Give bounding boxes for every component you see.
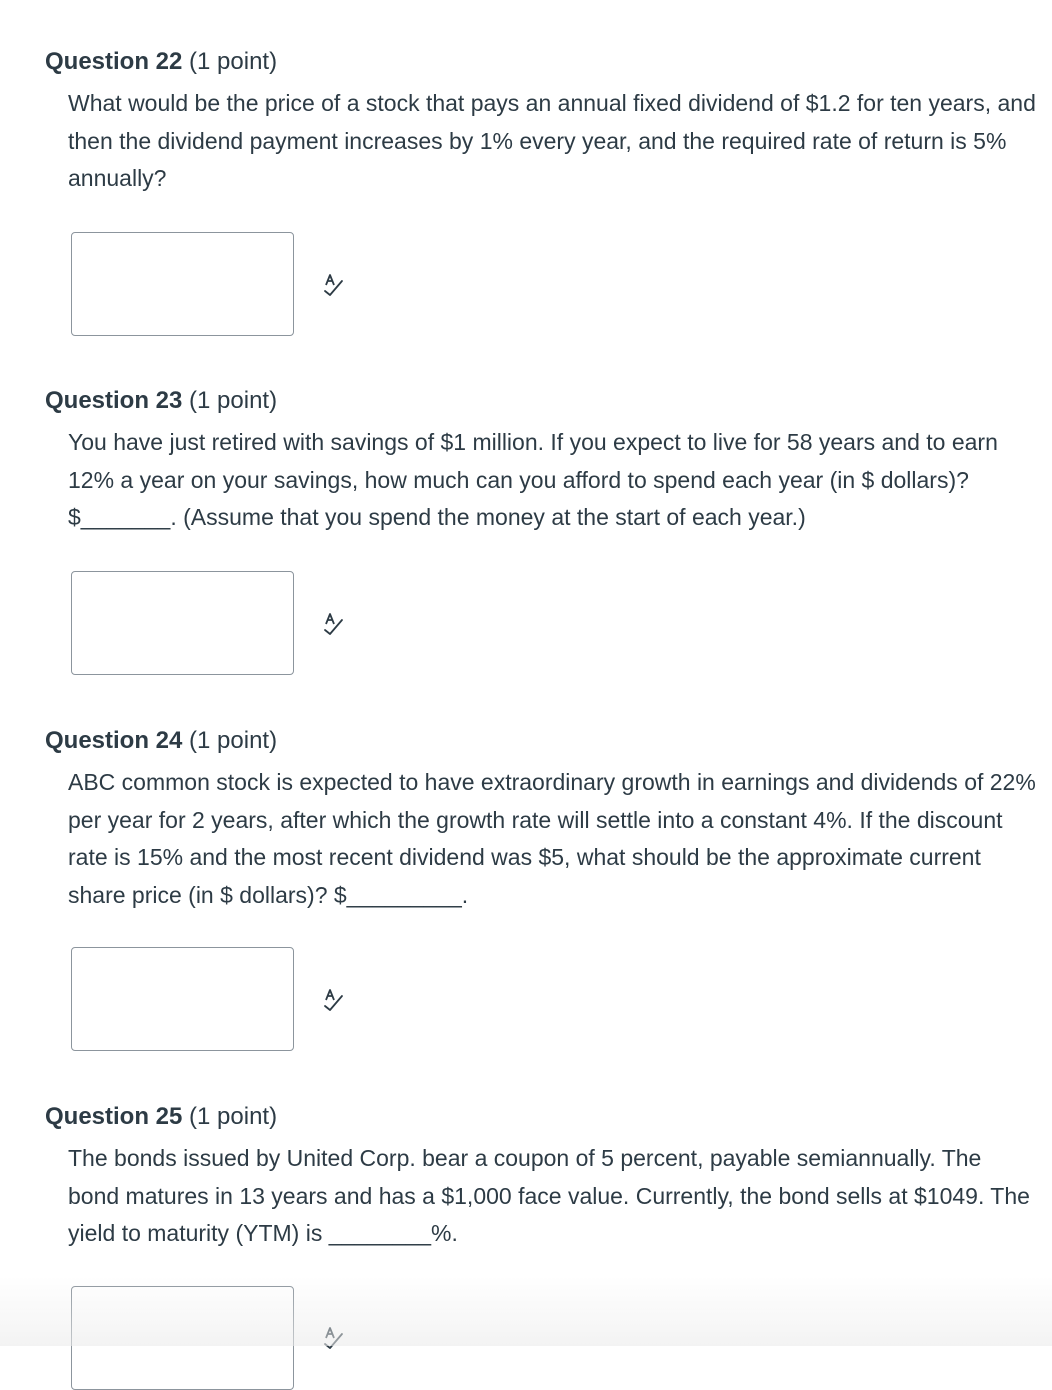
question-number: Question 25 [45,1103,183,1130]
spellcheck-icon[interactable] [320,610,348,638]
question-title [45,386,277,416]
spellcheck-icon[interactable] [320,1324,348,1352]
question-text: What would be the price of a stock that pays an annual fixed dividend of $1.2 for ten years, and then the dividend payment increases by 1% every year, and the required rate of return is 5% annually? [68,90,1036,191]
question-points: (1 point) [189,387,278,414]
question-number: Question 24 [45,727,183,754]
answer-input[interactable] [71,947,294,1051]
question-number: Question 23 [45,387,183,414]
question-title [45,47,277,77]
question-text: ABC common stock is expected to have extraordinary growth in earnings and dividends of 22% per year for 2 years, after which the growth rate will settle into a constant 4%. If the discount rate is 15% and the most recent dividend was $5, what should be the approximate current share price (in $ dollars)? $_________. [68,769,1036,908]
answer-input[interactable] [71,232,294,336]
question-title [45,1102,277,1132]
answer-input[interactable] [71,571,294,675]
question-points: (1 point) [189,1103,278,1130]
spellcheck-icon[interactable] [320,986,348,1014]
question-points: (1 point) [189,727,278,754]
question-text: The bonds issued by United Corp. bear a coupon of 5 percent, payable semiannually. The bond matures in 13 years and has a $1,000 face value. Currently, the bond sells at $1049. The yield to maturity (YTM) is ________%. [68,1145,1030,1246]
spellcheck-icon[interactable] [320,271,348,299]
question-points: (1 point) [189,48,278,75]
question-number: Question 22 [45,48,183,75]
answer-input[interactable] [71,1286,294,1390]
question-title [45,726,277,756]
question-text: You have just retired with savings of $1 million. If you expect to live for 58 years and to earn 12% a year on your savings, how much can you afford to spend each year (in $ dollars)? $_______. (Assume that you spend the money at the start of each year.) [68,429,998,530]
